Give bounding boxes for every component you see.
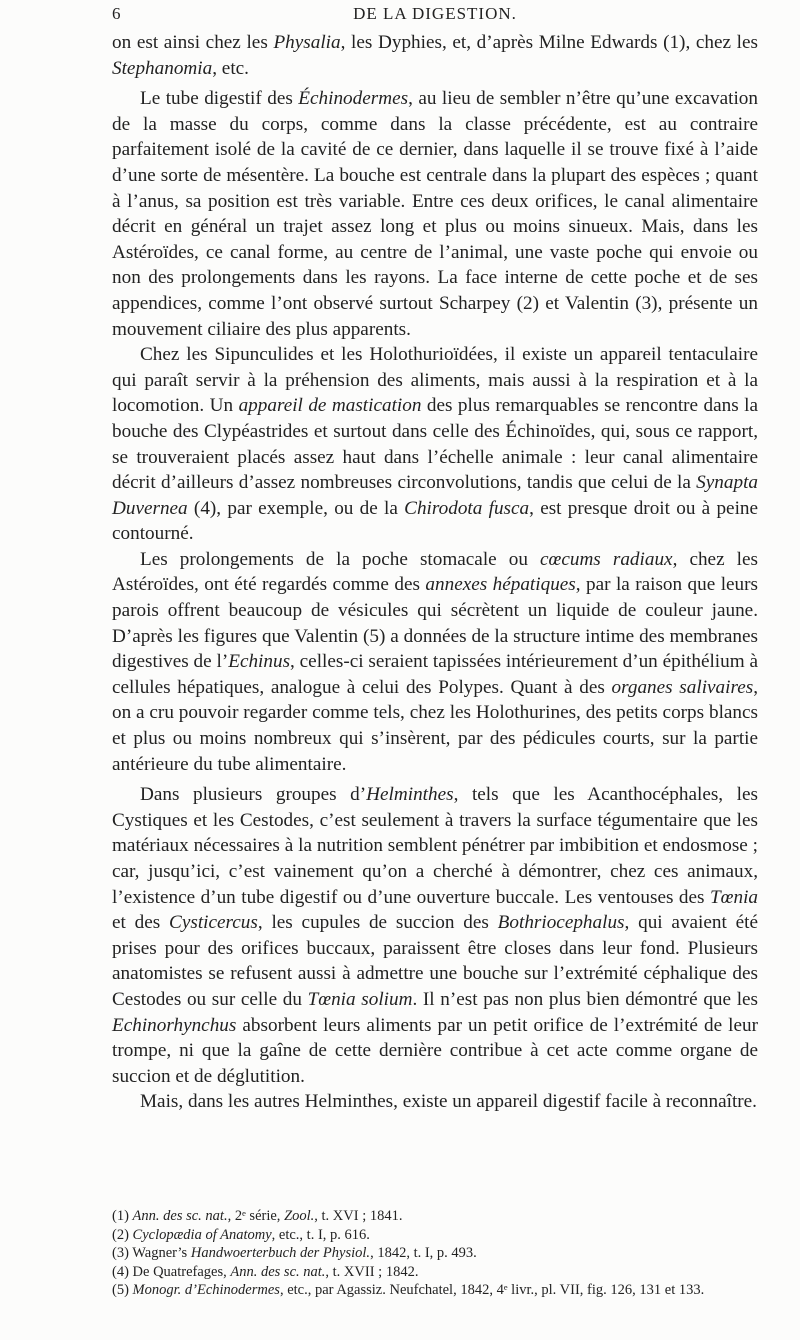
text-run: , les Dyphies, et, d’après Milne Edwards (1), chez les [340,32,758,53]
text-run: Les prolongements de la poche stomacale ou [140,548,541,570]
text-run: des plus remarquables se rencontre dans la bouche des Clypéastrides et surtout dans celle des Échinoïdes, qui, sous ce rapport, se trouveraient placés assez haut dans l’échelle animale : leur canal alimentaire décrit d’ailleurs d’assez nombreuses circonvolutions, tandis que celui de la [112,395,758,494]
text-run: , etc. [212,57,249,79]
italic-text: Monogr. d’Echinodermes [132,1282,280,1298]
text-run: , chez les Astéroïdes, ont été regardés comme des [112,548,758,596]
paragraph [112,547,758,777]
paragraph [112,342,758,547]
italic-text: cœcums radiaux [540,548,673,570]
italic-text: Zool. [284,1208,315,1224]
text-run: (4), par exemple, ou de la [187,497,405,519]
italic-text: Bothriocephalus [497,912,625,934]
text-run: (2) [112,1226,133,1243]
italic-text: Physalia [273,32,341,53]
italic-text: Echinus [228,651,291,673]
text-run: (1) [112,1208,133,1224]
paragraph [112,782,758,1089]
text-run: , t. XVII ; 1842. [325,1263,419,1280]
text-run: Mais, dans les autres Helminthes, existe un appareil digestif facile à reconnaître. [140,1091,757,1113]
italic-text: Echinorhynchus [112,1014,237,1036]
text-run: , celles-ci seraient tapissées intérieurement d’un épithélium à cellules hépatiques, analogue à celui des Polypes. Quant à des [112,651,758,698]
text-run: , tels que les Acanthocéphales, les Cystiques et les Cestodes, c’est seulement à travers la surface tégumentaire que les matériaux nécessaires à la nutrition semblent pénétrer par imbibition et endosmose ; car, jusqu’ici, c’est vainement qu’on a cherché à démontrer, chez ces animaux, l’existence d’un tube digestif ou d’une ouverture buccale. Les ventouses des [112,784,758,908]
text-run: on est ainsi chez les [112,32,274,53]
italic-text: annexes hépatiques [425,574,576,596]
italic-text: appareil de mastication [238,395,422,417]
text-run: Dans plusieurs groupes d’ [140,784,367,806]
paragraph [112,86,758,342]
running-head [112,4,758,28]
text-run: , etc., par Agassiz. Neufchatel, 1842, 4ᵉ livr., pl. VII, fig. 126, 131 et 133. [279,1282,705,1298]
text-run: (4) De Quatrefages, [112,1263,231,1280]
footnote [112,1207,758,1226]
italic-text: organes salivaires [611,676,754,698]
italic-text: Ann. des sc. nat. [132,1208,228,1224]
italic-text: Synapta Duvernea [112,472,758,519]
text-run: , 2ᵉ série, [227,1208,285,1224]
text-run: , est presque droit ou à peine contourné. [112,497,759,545]
footnote [112,1226,758,1245]
body-text [112,30,758,1115]
text-run: absorbent leurs aliments par un petit orifice de l’extrémité de leur trompe, ni que la gaîne de cette dernière contribue à cet acte comme organe de succion et de déglutition. [112,1014,758,1087]
text-run: , on a cru pouvoir regarder comme tels, chez les Holothurines, des petits corps blancs et plus ou moins nombreux qui s’insèrent, par des pédicules courts, sur la partie antérieure du tube alimentaire. [112,676,758,775]
footnote [112,1244,758,1263]
page-number: 6 [112,4,122,23]
italic-text: Helminthes [366,784,454,806]
footnote [112,1281,758,1300]
italic-text: Ann. des sc. nat. [230,1263,326,1280]
footnote [112,1263,758,1282]
footnotes [112,1207,758,1300]
text-run: , qui avaient été prises pour des orifices buccaux, paraissent être closes dans leur fond. Plusieurs anatomistes se refusent aussi à admettre une bouche sur l’extrémité céphalique des Cestodes ou sur celle du [112,912,758,1010]
text-run: (5) [112,1282,133,1298]
italic-text: Stephanomia [112,57,213,79]
italic-text: Cysticercus [169,912,258,934]
text-run: . Il n’est pas non plus bien démontré que les [412,988,759,1010]
running-title: DE LA DIGESTION. [353,4,517,23]
paragraph [112,1089,758,1115]
italic-text: Handwoerterbuch der Physiol. [190,1245,371,1261]
text-run: , 1842, t. I, p. 493. [370,1245,477,1261]
text-run: , t. XVI ; 1841. [314,1208,403,1224]
text-run: , au lieu de sembler n’être qu’une excavation de la masse du corps, comme dans la classe précédente, est au contraire parfaitement isolé de la cavité de ce dernier, dans laquelle il se trouve fixé à l’aide d’une sorte de mésentère. La bouche est centrale dans la plupart des espèces ; quant à l’anus, sa position est très variable. Entre ces deux orifices, le canal alimentaire décrit en général un trajet assez long et plus ou moins sinueux. Mais, dans les Astéroïdes, ce canal forme, au centre de l’animal, une vaste poche qui envoie ou non des prolongements dans les rayons. La face interne de cette poche et de ses appendices, comme l’ont observé surtout Scharpey (2) et Valentin (3), présente un mouvement ciliaire des plus apparents. [112,88,758,340]
text-run: Le tube digestif des [140,88,299,110]
italic-text: Cyclopædia of Anatomy [132,1226,272,1243]
italic-text: Chirodota fusca [404,497,530,519]
text-run: , les cupules de succion des [257,912,498,934]
italic-text: Échinodermes [298,88,409,110]
italic-text: Tœnia [710,886,758,908]
italic-text: Tœnia solium [307,988,413,1010]
paragraph [112,30,758,81]
text-run: , par la raison que leurs parois offrent beaucoup de vésicules qui sécrètent un liquide de couleur jaune. D’après les figures que Valentin (5) a données de la structure intime des membranes digestives de l’ [112,574,758,673]
text-run: (3) Wagner’s [112,1245,191,1261]
text-run: Chez les Sipunculides et les Holothurioïdées, il existe un appareil tentaculaire qui paraît servir à la préhension des aliments, mais aussi à la respiration et à la locomotion. Un [112,344,758,417]
text-run: et des [112,912,170,934]
text-run: , etc., t. I, p. 616. [271,1226,370,1243]
